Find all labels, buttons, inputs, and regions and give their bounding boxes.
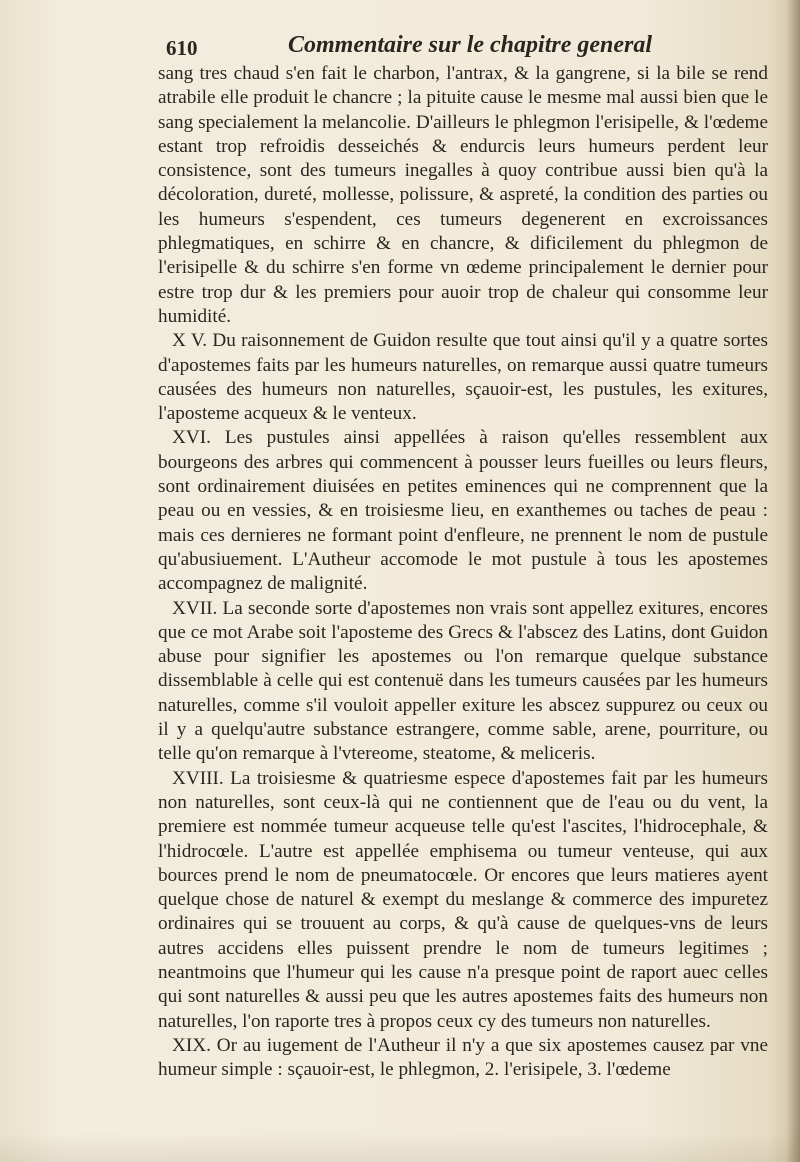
page-bottom-shade xyxy=(0,1132,800,1162)
paragraph-xv: X V. Du raisonnement de Guidon resulte que tout ainsi qu'il y a quatre sortes d'apostemes faits par les humeurs naturelles, on remarque aussi quatre tumeurs causées des humeurs non naturelles, sçauoir-est, les pustules, les exitures, l'aposteme acqueux & le venteux. xyxy=(158,330,768,425)
page-edge-shadow xyxy=(786,0,800,1162)
paragraph-xviii: XVIII. La troisiesme & quatriesme espece d'apostemes fait par les humeurs non naturelles, sont ceux-là qui ne contiennent que de l'eau ou du vent, la premiere est nommée tumeur acqueuse telle qu'est l'ascites, l'hidrocephale, & l'hidrocœle. L'autre est appellée emphisema ou tumeur venteuse, qui aux bources prend le nom de pneumatocœle. Or encores que leurs matieres ayent quelque chose de naturel & exempt du meslange & commerce des impuretez ordinaires qui se trouuent au corps, & qu'à cause de quelques-vns de leurs autres accidens elles puissent prendre le nom de tumeurs legitimes ; neantmoins que l'humeur qui les cause n'a presque point de raport auec celles qui sont naturelles & aussi peu que les autres apostemes faits des humeurs non naturelles, l'on raporte tres à propos ceux cy des tumeurs non naturelles. xyxy=(158,767,768,1032)
paragraph-xix: XIX. Or au iugement de l'Autheur il n'y a que six apostemes causez par vne humeur simple : sçauoir-est, le phlegmon, 2. l'erisipele, 3. l'œdeme xyxy=(158,1034,768,1081)
paragraph-xvii: XVII. La seconde sorte d'apostemes non vrais sont appellez exitures, encores que ce mot Arabe soit l'aposteme des Grecs & l'abscez des Latins, dont Guidon abuse pour signifier les apostemes ou l'on remarque quelque substance dissemblable à celle qui est contenuë dans les tumeurs causées par les humeurs naturelles, comme s'il vouloit appeller exiture les abscez suppurez ou ceux ou il y a quelqu'autre substance estrangere, comme sable, arene, pourriture, ou telle qu'on remarque à l'vtereome, steatome, & meliceris. xyxy=(158,597,768,765)
running-head: Commentaire sur le chapitre general xyxy=(288,32,653,58)
body-text xyxy=(158,62,768,1082)
page-header xyxy=(158,30,758,64)
paragraph-xvi: XVI. Les pustules ainsi appellées à raison qu'elles ressemblent aux bourgeons des arbres qui commencent à pousser leurs fueilles ou leurs fleurs, sont ordinairement diuisées en petites eminences qui ne comprennent que la peau ou en vessies, & en troisiesme lieu, en exanthemes ou taches de peau : mais ces dernieres ne formant point d'enfleure, ne prennent le nom de pustule qu'abusiuement. L'Autheur accomode le mot pustule à tous les apostemes accompagnez de malignité. xyxy=(158,427,768,595)
page-number: 610 xyxy=(166,36,198,60)
paragraph-intro: sang tres chaud s'en fait le charbon, l'antrax, & la gangrene, si la bile se rend atrabile elle produit le chancre ; la pituite cause le mesme mal aussi bien que le sang specialement la melancolie. D'ailleurs le phlegmon l'erisipelle, & l'œdeme estant trop refroidis desseichés & endurcis leurs humeurs perdent leur consistence, sont des tumeurs inegalles à quoy contribue aussi bien qu'à la décoloration, dureté, mollesse, polissure, & aspreté, la condition des parties ou les humeurs s'espendent, ces tumeurs degenerent en excroissances phlegmatiques, en schirre & en chancre, & dificilement du phlegmon de l'erisipelle & du schirre s'en forme vn œdeme principalement le dernier pour estre trop dur & les premiers pour auoir trop de chaleur qui consomme leur humidité. xyxy=(158,63,768,327)
